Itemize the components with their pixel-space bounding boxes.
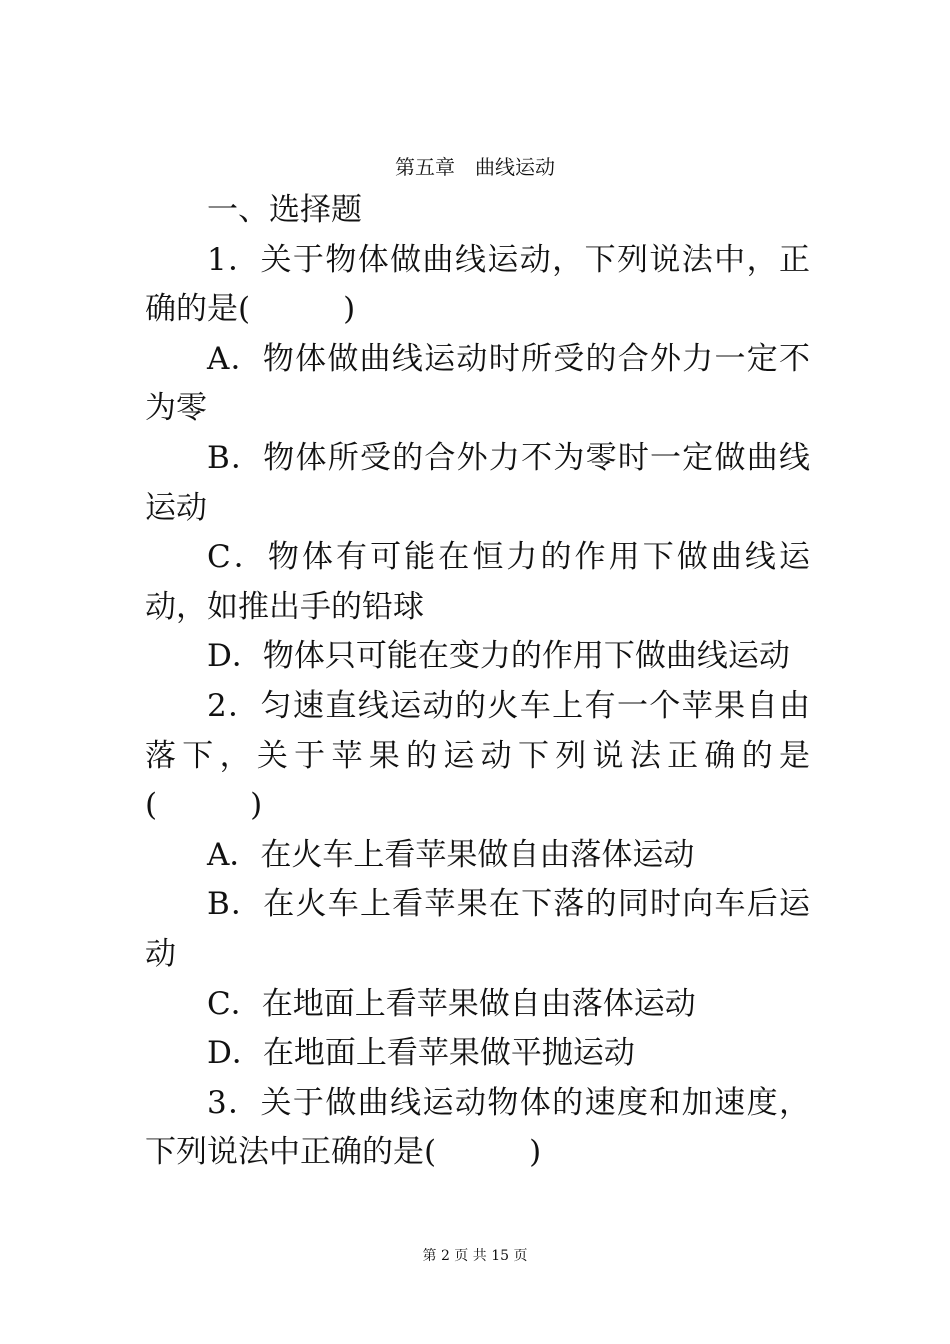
question-2-stem: 2．匀速直线运动的火车上有一个苹果自由落下，关于苹果的运动下列说法正确的是( ) — [145, 687, 810, 824]
question-2-option-a: A．在火车上看苹果做自由落体运动 — [207, 836, 695, 873]
page-footer: 第 2 页 共 15 页 — [422, 1248, 528, 1264]
question-1-stem: 1．关于物体做曲线运动，下列说法中，正确的是( ) — [145, 241, 810, 328]
question-1-option-b: B．物体所受的合外力不为零时一定做曲线运动 — [145, 439, 810, 526]
question-1-option-a: A．物体做曲线运动时所受的合外力一定不为零 — [145, 340, 810, 427]
question-1-option-c: C．物体有可能在恒力的作用下做曲线运动，如推出手的铅球 — [145, 539, 810, 625]
section-heading: 一、选择题 — [207, 192, 362, 228]
question-1-option-d: D．物体只可能在变力的作用下做曲线运动 — [207, 638, 790, 675]
question-2-option-c: C．在地面上看苹果做自由落体运动 — [207, 985, 696, 1022]
question-2-option-d: D．在地面上看苹果做平抛运动 — [207, 1035, 635, 1072]
chapter-title: 第五章 曲线运动 — [395, 155, 555, 179]
question-2-option-b: B．在火车上看苹果在下落的同时向车后运动 — [145, 886, 810, 972]
document-body — [145, 186, 810, 1178]
question-3-stem: 3．关于做曲线运动物体的速度和加速度，下列说法中正确的是( ) — [145, 1084, 810, 1171]
